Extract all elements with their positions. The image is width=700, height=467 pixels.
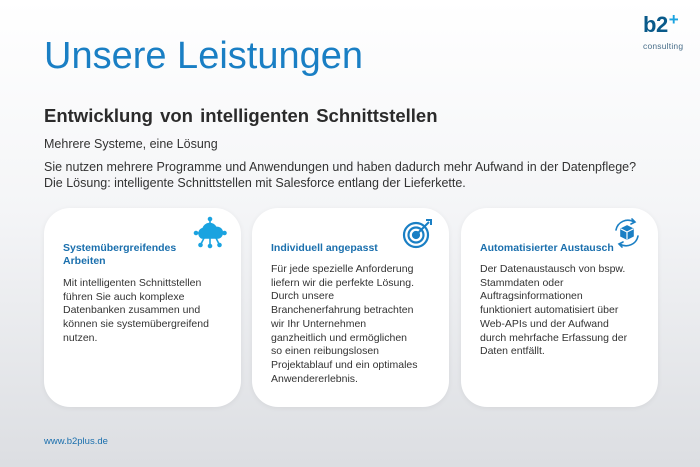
- card-body: Mit intelligenten Schnittstellen führen Sie auch komplexe Datenbanken zusammen und können sie systemübergreifend nutzen.: [63, 277, 209, 344]
- service-card-automated: [461, 208, 658, 407]
- card-body: Der Datenaustausch von bspw. Stammdaten oder Auftragsinformationen funktioniert automatisiert über Web-APIs und der Aufwand durch mehrfache Erfassung der Daten entfällt.: [480, 263, 628, 358]
- logo-plus: +: [668, 10, 679, 29]
- card-body: Für jede spezielle Anforderung liefern wir die perfekte Lösung. Durch unsere Branchenerfahrung betrachten wir Ihr Unternehmen ganzheitlich und ermöglichen so einen reibungslosen Projektablauf und ein optimales Anwendererlebnis.: [271, 263, 418, 385]
- service-card-cross-system: [44, 208, 241, 407]
- service-card-customized: [252, 208, 449, 407]
- company-logo: [643, 10, 693, 51]
- intro-text: [44, 159, 684, 191]
- card-title: Individuell angepasst: [271, 242, 378, 254]
- tagline: Mehrere Systeme, eine Lösung: [44, 137, 218, 151]
- intro-line: Sie nutzen mehrere Programme und Anwendungen und haben dadurch mehr Aufwand in der Datenpflege?: [44, 160, 637, 174]
- page-title: Unsere Leistungen: [44, 35, 363, 77]
- card-title: Systemübergreifendes Arbeiten: [63, 242, 177, 267]
- logo-text: b2: [643, 12, 668, 37]
- website-link[interactable]: www.b2plus.de: [44, 436, 108, 447]
- logo-subtext: consulting: [643, 41, 684, 51]
- section-subtitle: Entwicklung von intelligenten Schnittstellen: [44, 105, 438, 126]
- card-title: Automatisierter Austausch: [480, 242, 614, 254]
- intro-line: Die Lösung: intelligente Schnittstellen mit Salesforce entlang der Lieferkette.: [44, 176, 466, 190]
